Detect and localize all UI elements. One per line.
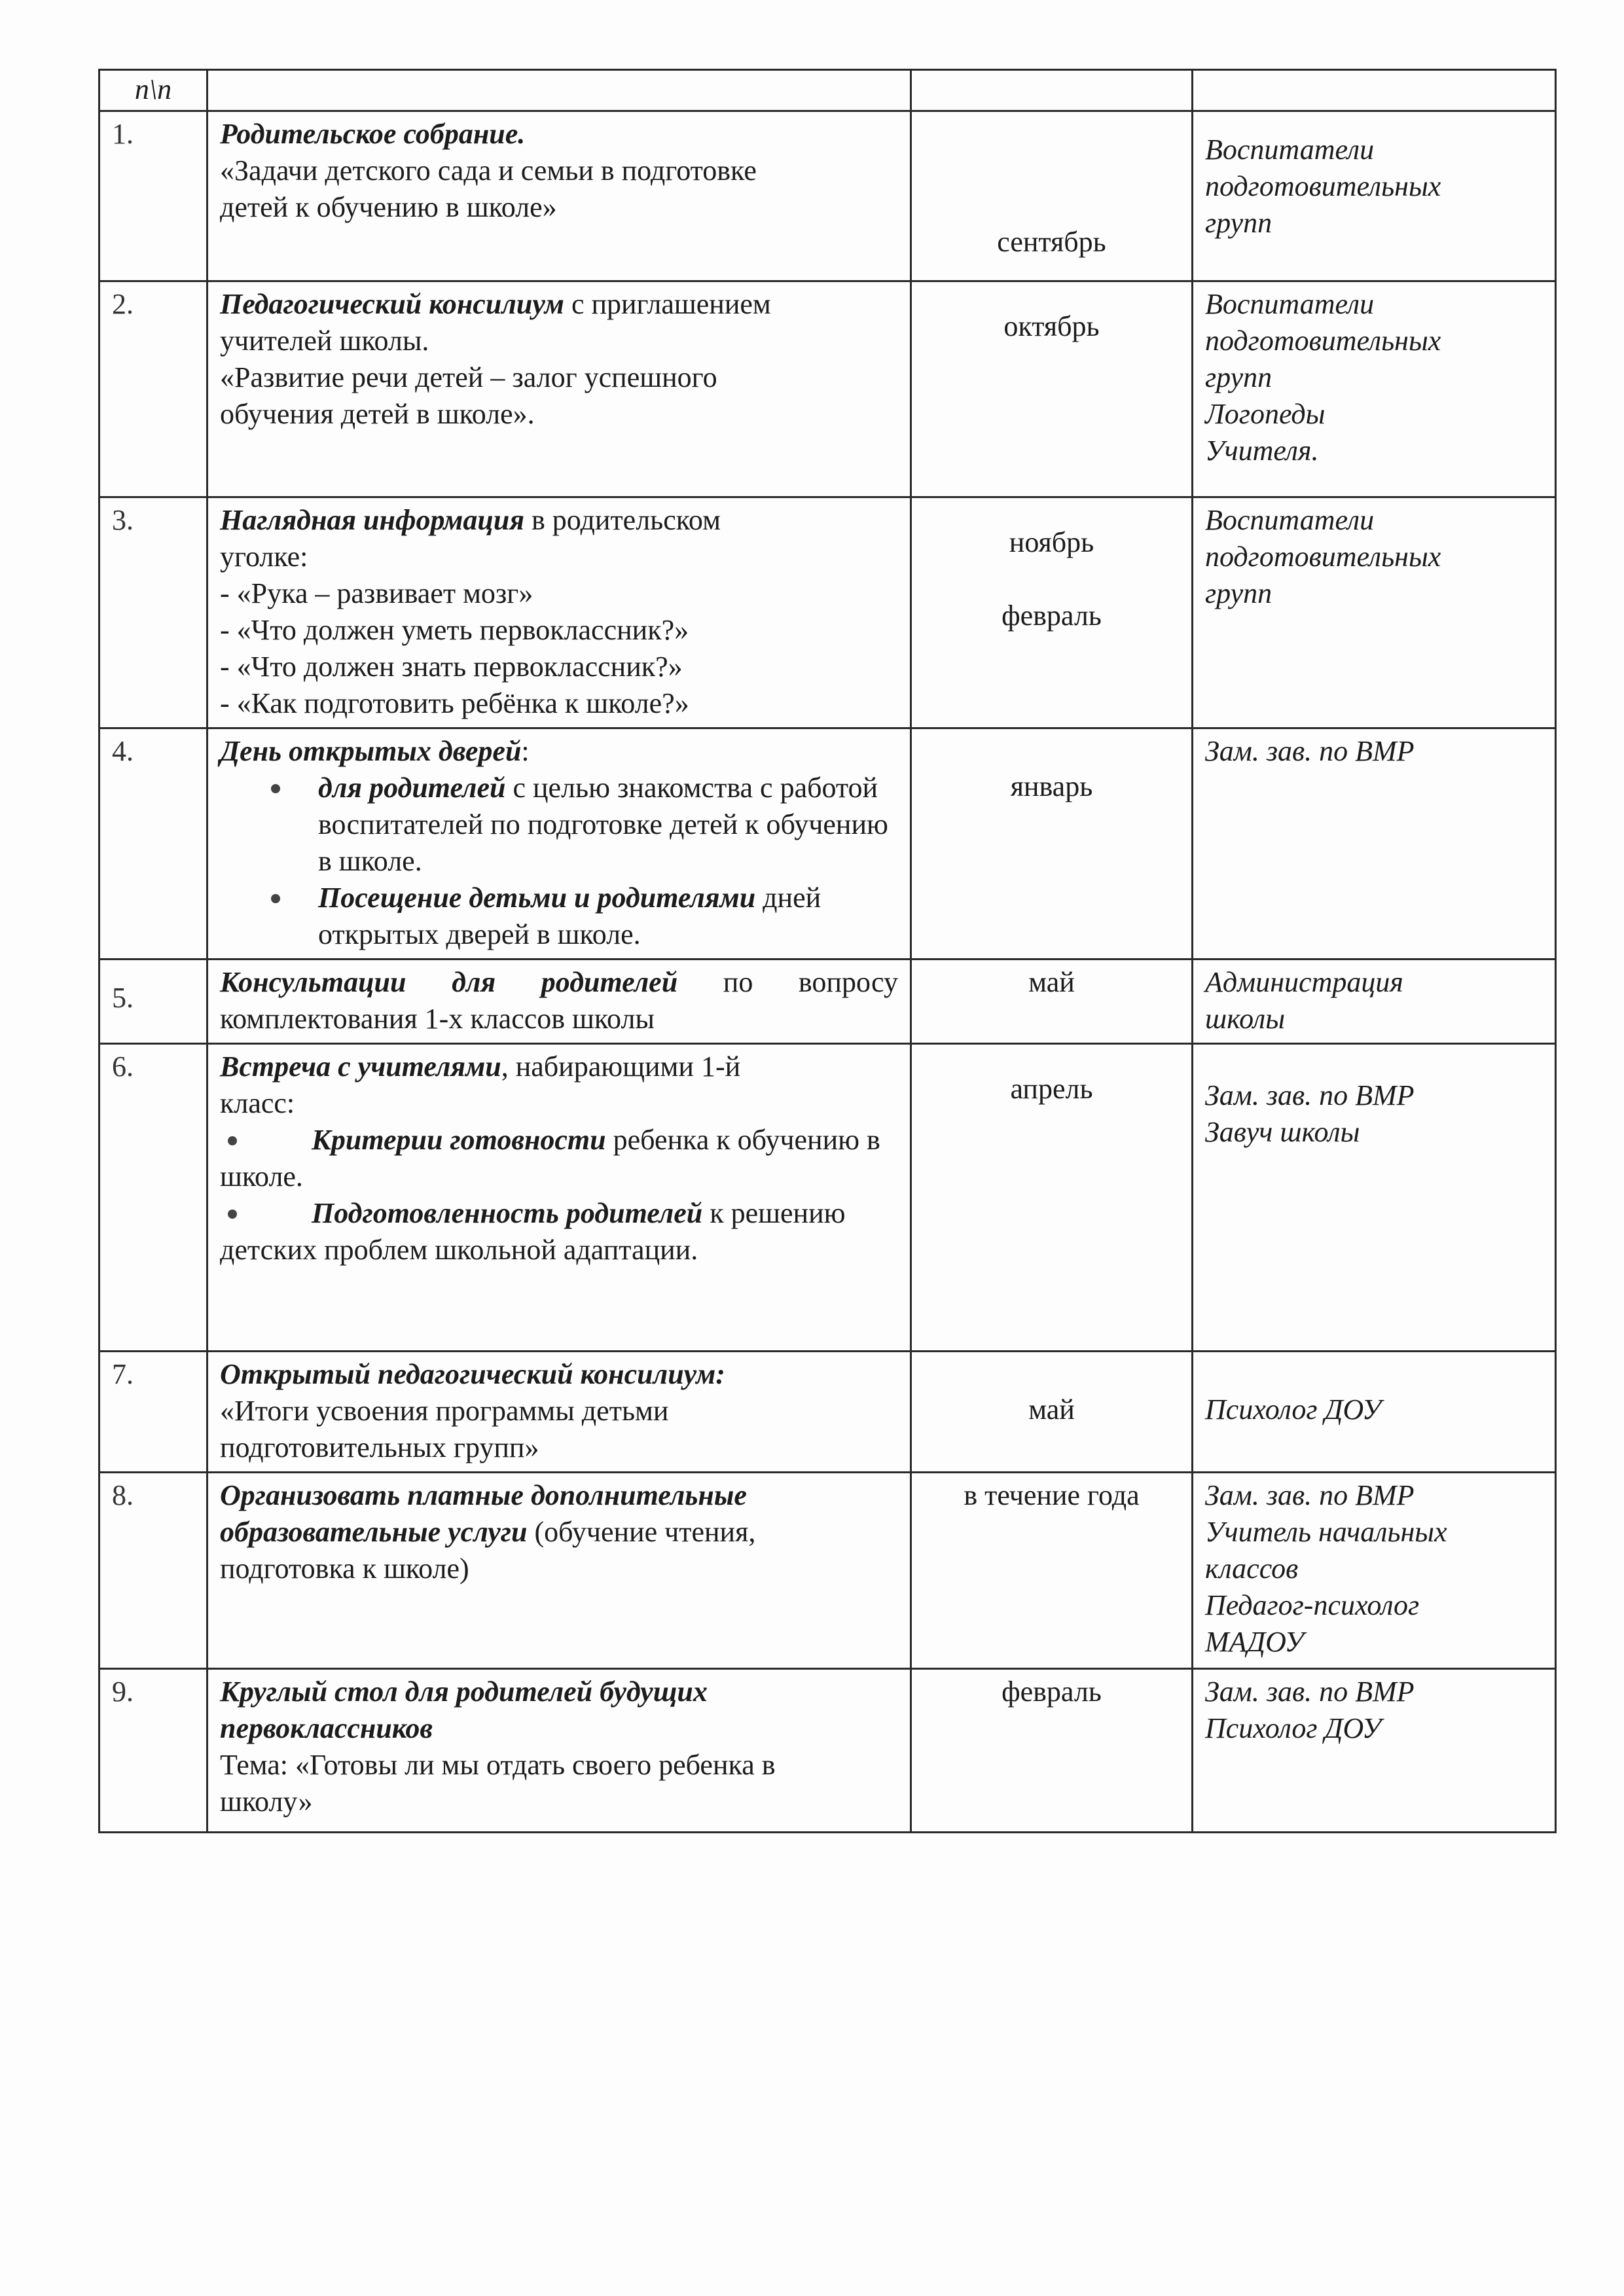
header-num: п\п (99, 70, 208, 111)
event-date: февраль (1001, 1676, 1102, 1708)
responsible-line: групп (1205, 361, 1272, 393)
event-title: Консультации для родителей (220, 966, 678, 998)
event-text-line: «Итоги усвоения программы детьми (220, 1395, 669, 1427)
responsible-cell (1193, 1352, 1556, 1473)
event-title: День открытых дверей (220, 735, 522, 767)
event-text-line: - «Что должен уметь первоклассник?» (220, 614, 689, 646)
event-title-tail: по вопросу (677, 966, 898, 998)
list-item: Посещение детьми и родителями дней открытых дверей в школе. (220, 880, 898, 953)
responsible-line: Зам. зав. по ВМР (1205, 1479, 1415, 1511)
event-text-line: - «Рука – развивает мозг» (220, 577, 533, 609)
date-cell (911, 111, 1193, 281)
responsible-line: Зам. зав. по ВМР (1205, 1676, 1415, 1708)
date-cell (911, 1473, 1193, 1669)
responsible-line: Воспитатели (1205, 134, 1375, 166)
event-cell (208, 960, 911, 1044)
event-text-line: - «Что должен знать первоклассник?» (220, 651, 683, 683)
event-title-tail: с приглашением (564, 288, 771, 320)
event-cell (208, 1473, 911, 1669)
table-row (99, 1473, 1556, 1669)
responsible-line: групп (1205, 207, 1272, 239)
responsible-cell (1193, 1473, 1556, 1669)
responsible-cell (1193, 111, 1556, 281)
responsible-line: Психолог ДОУ (1205, 1393, 1382, 1426)
responsible-line: групп (1205, 577, 1272, 609)
row-number: 4. (99, 728, 208, 960)
responsible-line: Завуч школы (1205, 1116, 1360, 1148)
event-title: Педагогический консилиум (220, 288, 564, 320)
row-number: 8. (99, 1473, 208, 1669)
event-date: в течение года (964, 1479, 1140, 1511)
event-title-tail: в родительском (524, 504, 721, 536)
responsible-line: классов (1205, 1552, 1299, 1585)
responsible-cell (1193, 281, 1556, 497)
event-title: Встреча с учителями (220, 1050, 501, 1083)
responsible-cell (1193, 728, 1556, 960)
row-number: 7. (99, 1352, 208, 1473)
row-number: 3. (99, 497, 208, 728)
responsible-line: подготовительных (1205, 170, 1441, 202)
event-title: Открытый педагогический консилиум: (220, 1358, 725, 1390)
events-table (98, 69, 1557, 1833)
event-date: сентябрь (997, 226, 1106, 258)
table-header-row (99, 70, 1556, 111)
responsible-cell (1193, 1044, 1556, 1352)
responsible-line: Учителя. (1205, 435, 1319, 467)
event-date: май (1028, 966, 1075, 998)
event-date: май (1028, 1393, 1075, 1426)
header-date (911, 70, 1193, 111)
event-title-tail: , набирающими 1-й (501, 1050, 741, 1083)
date-cell (911, 960, 1193, 1044)
event-text-line: Тема: «Готовы ли мы отдать своего ребенка в (220, 1749, 776, 1781)
event-text-line: «Задачи детского сада и семьи в подготовке (220, 154, 757, 187)
event-date: апрель (1010, 1073, 1093, 1105)
event-text-line: детей к обучению в школе» (220, 191, 557, 223)
event-text-line: обучения детей в школе». (220, 398, 535, 430)
bullet-list (220, 1122, 898, 1268)
event-date: октябрь (1003, 310, 1100, 342)
row-number: 6. (99, 1044, 208, 1352)
event-cell (208, 111, 911, 281)
event-date-second: февраль (1001, 600, 1102, 632)
event-title: Организовать платные дополнительные образовательные услуги (220, 1479, 747, 1548)
event-text-line: учителей школы. (220, 325, 429, 357)
event-date: январь (1010, 770, 1093, 802)
event-text-line: «Развитие речи детей – залог успешного (220, 361, 717, 393)
responsible-line: Администрация (1205, 966, 1403, 998)
table-row (99, 960, 1556, 1044)
row-number: 9. (99, 1669, 208, 1833)
date-cell (911, 281, 1193, 497)
responsible-cell (1193, 497, 1556, 728)
table-row (99, 111, 1556, 281)
event-cell (208, 1669, 911, 1833)
event-text-line: школу» (220, 1785, 313, 1818)
list-item: для родителей с целью знакомства с работой воспитателей по подготовке детей к обучению в школе. (220, 770, 898, 880)
date-cell (911, 728, 1193, 960)
header-resp (1193, 70, 1556, 111)
bullet-list (220, 770, 898, 953)
event-title: Родительское собрание. (220, 118, 526, 150)
table-row (99, 1669, 1556, 1833)
responsible-line: Учитель начальных (1205, 1516, 1447, 1548)
date-cell (911, 1669, 1193, 1833)
table-row (99, 1352, 1556, 1473)
event-text-line: комплектования 1-х классов школы (220, 1003, 655, 1035)
responsible-cell (1193, 1669, 1556, 1833)
responsible-cell (1193, 960, 1556, 1044)
responsible-line: подготовительных (1205, 325, 1441, 357)
header-event (208, 70, 911, 111)
event-cell (208, 1352, 911, 1473)
event-cell (208, 497, 911, 728)
table-row (99, 281, 1556, 497)
table-row (99, 1044, 1556, 1352)
responsible-line: школы (1205, 1003, 1286, 1035)
responsible-line: Педагог-психолог (1205, 1589, 1420, 1621)
row-number: 1. (99, 111, 208, 281)
date-cell (911, 1352, 1193, 1473)
event-title-tail: : (521, 735, 530, 767)
date-cell (911, 497, 1193, 728)
list-item: Критерии готовности ребенка к обучению в школе. (220, 1122, 898, 1195)
date-cell (911, 1044, 1193, 1352)
table-row (99, 728, 1556, 960)
responsible-line: Логопеды (1205, 398, 1326, 430)
responsible-line: Психолог ДОУ (1205, 1712, 1382, 1744)
event-cell (208, 281, 911, 497)
table-row (99, 497, 1556, 728)
responsible-line: МАДОУ (1205, 1626, 1304, 1658)
event-date: ноябрь (1009, 526, 1094, 558)
responsible-line: Зам. зав. по ВМР (1205, 735, 1415, 767)
event-title-tail: (обучение чтения, подготовка к школе) (220, 1516, 756, 1585)
event-cell (208, 1044, 911, 1352)
event-cell (208, 728, 911, 960)
row-number: 2. (99, 281, 208, 497)
event-text-line: уголке: (220, 541, 308, 573)
event-text-line: - «Как подготовить ребёнка к школе?» (220, 687, 689, 719)
responsible-line: Воспитатели (1205, 504, 1375, 536)
event-text-line: класс: (220, 1087, 295, 1119)
event-title: Наглядная информация (220, 504, 525, 536)
event-text-line: подготовительных групп» (220, 1431, 539, 1463)
responsible-line: Воспитатели (1205, 288, 1375, 320)
responsible-line: Зам. зав. по ВМР (1205, 1079, 1415, 1111)
responsible-line: подготовительных (1205, 541, 1441, 573)
event-title: Круглый стол для родителей будущих первоклассников (220, 1676, 708, 1744)
row-number: 5. (99, 960, 208, 1044)
list-item: Подготовленность родителей к решению детских проблем школьной адаптации. (220, 1195, 898, 1268)
